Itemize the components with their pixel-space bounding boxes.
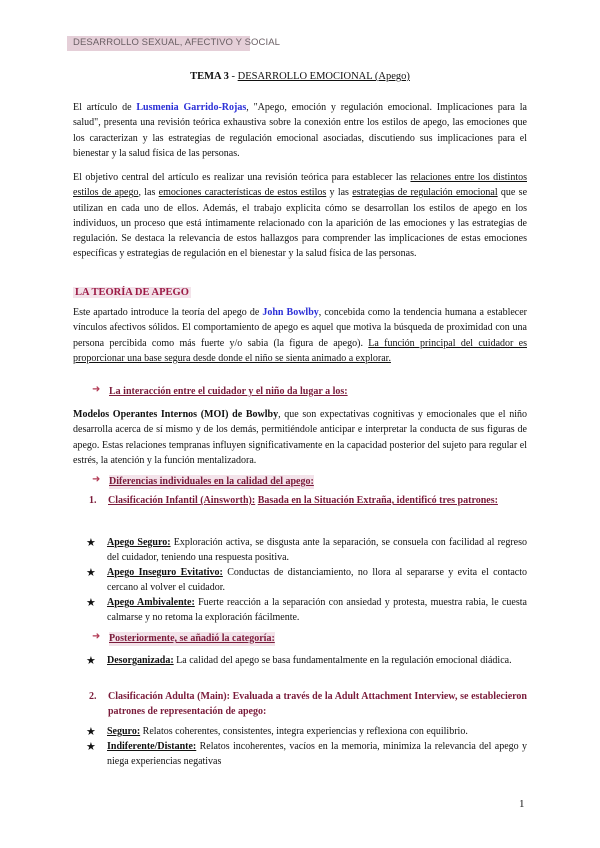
star-icon: ★ (86, 655, 96, 667)
list-number: 2. (89, 691, 97, 702)
page-number: 1 (519, 798, 525, 810)
subheading-later: Posteriormente, se añadió la categoría: (109, 633, 275, 644)
list-item: Apego Ambivalente: Fuerte reacción a la separación con ansiedad y protesta, muestra rabia, le cuesta calmarse y no retoma la exploración fácilmente. (107, 597, 527, 624)
star-icon: ★ (86, 597, 96, 609)
list-item-infant: Clasificación Infantil (Ainsworth): Basada en la Situación Extraña, identificó tres patrones: (108, 495, 498, 506)
arrow-icon: ➜ (92, 631, 101, 642)
list-item: Apego Seguro: Exploración activa, se disgusta ante la separación, se consuela con facilidad al regreso del cuidador, teniendo una respuesta positiva. (107, 537, 528, 564)
star-icon: ★ (86, 726, 96, 738)
star-icon: ★ (86, 741, 96, 753)
page-title: TEMA 3 - DESARROLLO EMOCIONAL (Apego) (190, 71, 410, 82)
arrow-icon: ➜ (92, 384, 101, 395)
paragraph-intro: El artículo de Lusmenia Garrido-Rojas, "Apego, emoción y regulación emocional. Implicaciones para la salud", presenta una revisión teórica exhaustiva sobre la conexión entre los estilos de apego, las emociones que los caracterizan y las estrategias de regulación emocional asociadas, discutiendo sus implicaciones para el bienestar y la salud física de las personas. (73, 102, 527, 159)
paragraph-moi: Modelos Operantes Internos (MOI) de Bowlby, que son expectativas cognitivas y emocionales que el niño desarrolla acerca de sí mismo y de los demás, permitiéndole anticipar e interpretar la conducta de sus figuras de apego. Estas relaciones tempranas influyen significativamente en la capacidad posterior del sujeto para regular el estrés, la atención y la función mentalizadora. (73, 409, 527, 466)
list-item: Seguro: Relatos coherentes, consistentes, integra experiencias y reflexiona con equilibrio. (107, 726, 468, 737)
subheading-interaction: La interacción entre el cuidador y el niño da lugar a los: (109, 386, 348, 397)
list-item: Desorganizada: La calidad del apego se basa fundamentalmente en la regulación emocional diádica. (107, 655, 512, 666)
list-number: 1. (89, 495, 97, 506)
arrow-icon: ➜ (92, 474, 101, 485)
list-item: Apego Inseguro Evitativo: Conductas de distanciamiento, no llora al separarse y evita el contacto cercano al volver el cuidador. (107, 567, 528, 594)
list-item-adult: Clasificación Adulta (Main): Evaluada a través de la Adult Attachment Interview, se establecieron patrones de representación de apego: (108, 691, 527, 718)
star-icon: ★ (86, 537, 96, 549)
paragraph-objective: El objetivo central del artículo es realizar una revisión teórica para establecer las relaciones entre los distintos estilos de apego, las emociones características de estos estilos y las estrategias de regulación emocional que se utilizan en cada uno de ellos. Además, el trabajo explicita cómo se desarrollan los estilos de apego en los individuos, un proceso que está íntimamente relacionado con la aparición de las emociones y las estrategias de regulación. Se destaca la relevancia de estos hallazgos para comprender las implicaciones de estas emociones específicas y estrategias de regulación en el bienestar y la salud física de las personas. (73, 172, 528, 260)
author-name: Lusmenia Garrido-Rojas (136, 102, 247, 113)
list-item: Indiferente/Distante: Relatos incoherentes, vacíos en la memoria, minimiza la relevancia del apego y niega experiencias negativas (107, 741, 527, 768)
running-header: DESARROLLO SEXUAL, AFECTIVO Y SOCIAL (73, 37, 281, 48)
star-icon: ★ (86, 567, 96, 579)
subheading-differences: Diferencias individuales en la calidad del apego: (109, 476, 314, 487)
author-name: John Bowlby (262, 307, 319, 318)
paragraph-bowlby: Este apartado introduce la teoría del apego de John Bowlby, concebida como la tendencia humana a establecer vínculos afectivos sólidos. El comportamiento de apego es aquel que motiva la búsqueda de proximidad con una persona percibida como más fuerte y/o sabia (la figura de apego). La función principal del cuidador es proporcionar una base segura desde donde el niño se sienta animado a explorar. (73, 307, 528, 364)
section-heading: LA TEORÍA DE APEGO (75, 287, 189, 298)
